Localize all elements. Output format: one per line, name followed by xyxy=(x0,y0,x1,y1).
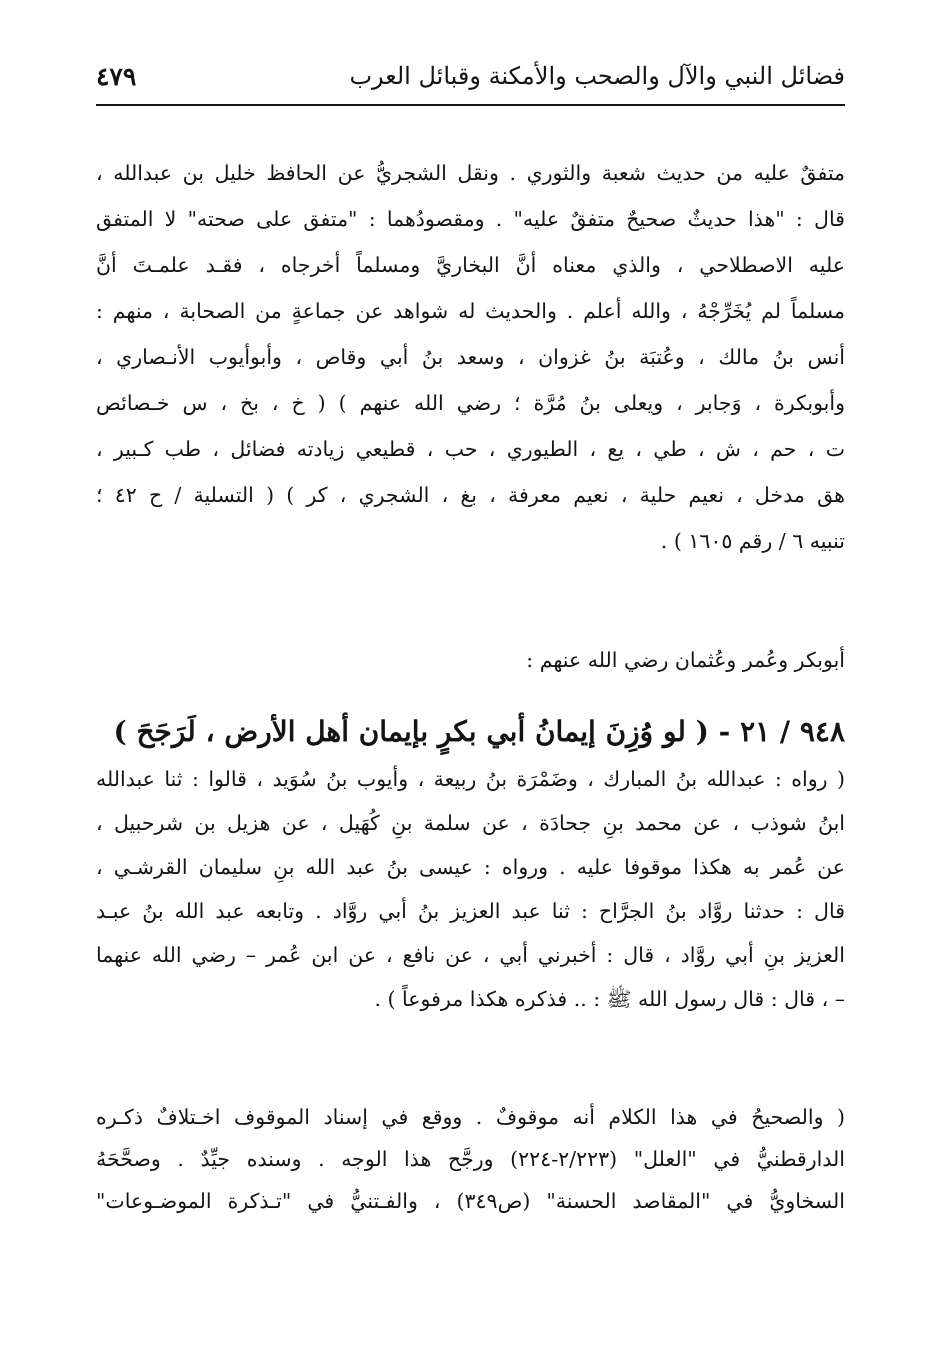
text-line: أنس بنُ مالك ، وعُتبَة بنُ غزوان ، وسعد بنُ أبي وقاص ، وأبوأيوب الأنـصاري ، xyxy=(96,345,845,369)
page-number: ٤٧٩ xyxy=(96,62,137,91)
text-line: قال : "هذا حديثٌ صحيحٌ متفقٌ عليه" . ومقصودُهما : "متفق على صحته" لا المتفق xyxy=(96,207,845,231)
text-line: ( والصحيحُ في هذا الكلام أنه موقوفٌ . ووقع في إسناد الموقوف اخـتلافٌ ذكـره xyxy=(96,1105,845,1129)
hadith-text: ٩٤٨ / ٢١ - ( لو وُزِنَ إيمانُ أبي بكرٍ بإيمان أهل الأرض ، لَرَجَحَ ) xyxy=(113,715,845,748)
page-header xyxy=(96,58,845,98)
text-line: عليه الاصطلاحي ، والذي معناه أنَّ البخاريَّ ومسلماً أخرجاه ، فقـد علمـتَ أنَّ xyxy=(96,253,845,277)
text-line: عن عُمر به هكذا موقوفا عليه . ورواه : عيسى بنُ عبد الله بنِ سليمان القرشـي ، xyxy=(96,855,845,879)
header-divider xyxy=(96,104,845,106)
text-line: هق مدخل ، نعيم حلية ، نعيم معرفة ، بغ ، الشجري ، كر ) ( التسلية / ح ٤٢ ؛ xyxy=(96,483,845,507)
text-line: مسلماً لم يُخَرِّجْهُ ، والله أعلم . والحديث له شواهد عن جماعةٍ من الصحابة ، منهم : xyxy=(96,299,845,323)
text-line: قال : حدثنا روَّاد بنُ الجرَّاح : ثنا عبد العزيز بنُ أبي روَّاد . وتابعه عبد الله بنُ عبـد xyxy=(96,899,845,923)
paragraph-grading xyxy=(96,1096,845,1222)
text-line: ت ، حم ، ش ، طي ، يع ، الطيوري ، حب ، قطيعي زيادته فضائل ، طب كـبير ، xyxy=(96,437,845,461)
text-line: العزيز بنِ أبي روَّاد ، قال : أخبرني أبي ، عن نافع ، عن ابن عُمر – رضي الله عنهما xyxy=(96,943,845,967)
text-line: تنبيه ٦ / رقم ١٦٠٥ ) . xyxy=(660,529,845,553)
text-line: الدارقطنيُّ في "العلل" (٢/٢٢٣-٢٢٤) ورجَّح هذا الوجه . وسنده جيِّدٌ . وصحَّحَهُ xyxy=(96,1147,845,1171)
running-title: فضائل النبي والآل والصحب والأمكنة وقبائل العرب xyxy=(349,62,845,90)
paragraph-takhrij-continuation xyxy=(96,150,845,564)
hadith-heading xyxy=(96,706,845,758)
paragraph-isnad xyxy=(96,757,845,1021)
text-line: متفقٌ عليه من حديث شعبة والثوري . ونقل الشجريُّ عن الحافظ خليل بن عبدالله ، xyxy=(96,161,845,185)
section-subheading xyxy=(96,640,845,680)
text-line: ابنُ شوذب ، عن محمد بنِ جحادَة ، عن سلمة بنِ كُهَيل ، عن هزيل بن شرحبيل ، xyxy=(96,811,845,835)
text-line: أبوبكر وعُمر وعُثمان رضي الله عنهم : xyxy=(526,648,845,672)
text-line: – ، قال : قال رسول الله ﷺ : .. فذكره هكذا مرفوعاً ) . xyxy=(374,987,845,1011)
text-line: وأبوبكرة ، وَجابر ، ويعلى بنُ مُرَّة ؛ رضي الله عنهم ) ( خ ، بخ ، س خـصائص xyxy=(96,391,845,415)
text-line: السخاويُّ في "المقاصد الحسنة" (ص٣٤٩) ، والفـتنيُّ في "تـذكرة الموضـوعات" xyxy=(96,1189,845,1213)
text-line: ( رواه : عبدالله بنُ المبارك ، وضَمْرَة بنُ ربيعة ، وأيوب بنُ سُوَيد ، قالوا : ثنا عبدالله xyxy=(96,767,845,791)
